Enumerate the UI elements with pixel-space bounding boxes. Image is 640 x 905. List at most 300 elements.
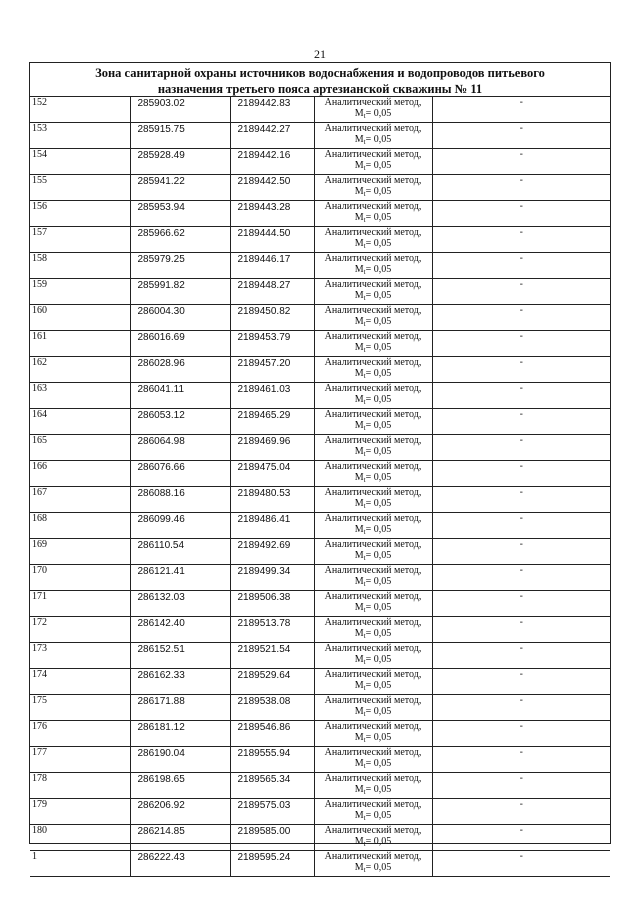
method-cell (314, 617, 432, 643)
accuracy-symbol: M (354, 680, 364, 691)
accuracy-subscript: t (363, 346, 366, 354)
method-label: Аналитический метод, (324, 643, 422, 654)
x-coordinate-cell: 286088.16 (130, 487, 230, 513)
method-accuracy (315, 524, 432, 538)
y-coordinate-cell: 2189475.04 (230, 461, 314, 487)
table-row (30, 565, 610, 591)
method-label: Аналитический метод, (324, 539, 422, 550)
method-cell (314, 825, 432, 851)
point-number-cell: 178 (30, 773, 130, 799)
method-accuracy (315, 134, 432, 148)
accuracy-symbol: M (354, 758, 364, 769)
accuracy-subscript: t (363, 164, 366, 172)
method-accuracy (315, 264, 432, 278)
method-label: Аналитический метод, (324, 149, 422, 160)
method-cell (314, 669, 432, 695)
title-line-2: назначения третьего пояса артезианской скважины № 11 (157, 82, 483, 96)
table-row (30, 617, 610, 643)
point-number-cell: 155 (30, 175, 130, 201)
x-coordinate-cell: 285928.49 (130, 149, 230, 175)
result-cell: - (432, 799, 610, 825)
result-cell: - (432, 97, 610, 123)
y-coordinate-cell: 2189499.34 (230, 565, 314, 591)
accuracy-subscript: t (363, 476, 366, 484)
accuracy-value: = 0,05 (365, 394, 392, 405)
result-cell: - (432, 773, 610, 799)
table-row (30, 149, 610, 175)
method-accuracy (315, 498, 432, 512)
method-label: Аналитический метод, (324, 721, 422, 732)
method-accuracy (315, 654, 432, 668)
y-coordinate-cell: 2189486.41 (230, 513, 314, 539)
result-cell: - (432, 201, 610, 227)
method-label: Аналитический метод, (324, 461, 422, 472)
method-label: Аналитический метод, (324, 513, 422, 524)
table-row (30, 123, 610, 149)
method-accuracy (315, 108, 432, 122)
result-cell: - (432, 305, 610, 331)
result-cell: - (432, 747, 610, 773)
accuracy-subscript: t (363, 814, 366, 822)
accuracy-symbol: M (354, 394, 364, 405)
point-number-cell: 168 (30, 513, 130, 539)
method-label: Аналитический метод, (324, 825, 422, 836)
method-cell (314, 435, 432, 461)
table-row (30, 799, 610, 825)
method-accuracy (315, 576, 432, 590)
accuracy-subscript: t (363, 242, 366, 250)
x-coordinate-cell: 286222.43 (130, 851, 230, 877)
accuracy-value: = 0,05 (365, 134, 392, 145)
result-cell: - (432, 565, 610, 591)
accuracy-subscript: t (363, 632, 366, 640)
accuracy-value: = 0,05 (365, 420, 392, 431)
point-number-cell: 171 (30, 591, 130, 617)
coordinates-table (30, 97, 610, 877)
point-number-cell: 177 (30, 747, 130, 773)
y-coordinate-cell: 2189480.53 (230, 487, 314, 513)
accuracy-symbol: M (354, 290, 364, 301)
table-row (30, 383, 610, 409)
method-accuracy (315, 862, 432, 876)
accuracy-subscript: t (363, 606, 366, 614)
method-cell (314, 539, 432, 565)
y-coordinate-cell: 2189538.08 (230, 695, 314, 721)
y-coordinate-cell: 2189565.34 (230, 773, 314, 799)
method-accuracy (315, 186, 432, 200)
method-accuracy (315, 810, 432, 824)
result-cell: - (432, 643, 610, 669)
x-coordinate-cell: 286016.69 (130, 331, 230, 357)
y-coordinate-cell: 2189595.24 (230, 851, 314, 877)
table-row (30, 851, 610, 877)
accuracy-value: = 0,05 (365, 810, 392, 821)
method-accuracy (315, 342, 432, 356)
accuracy-symbol: M (354, 160, 364, 171)
method-label: Аналитический метод, (324, 591, 422, 602)
accuracy-symbol: M (354, 368, 364, 379)
accuracy-value: = 0,05 (365, 680, 392, 691)
method-cell (314, 331, 432, 357)
x-coordinate-cell: 286110.54 (130, 539, 230, 565)
x-coordinate-cell: 285991.82 (130, 279, 230, 305)
accuracy-subscript: t (363, 658, 366, 666)
y-coordinate-cell: 2189444.50 (230, 227, 314, 253)
point-number-cell: 172 (30, 617, 130, 643)
result-cell: - (432, 409, 610, 435)
result-cell: - (432, 669, 610, 695)
accuracy-subscript: t (363, 112, 366, 120)
accuracy-subscript: t (363, 840, 366, 848)
y-coordinate-cell: 2189453.79 (230, 331, 314, 357)
accuracy-symbol: M (354, 108, 364, 119)
method-cell (314, 591, 432, 617)
result-cell: - (432, 487, 610, 513)
method-accuracy (315, 394, 432, 408)
method-accuracy (315, 420, 432, 434)
point-number-cell: 154 (30, 149, 130, 175)
result-cell: - (432, 539, 610, 565)
accuracy-value: = 0,05 (365, 264, 392, 275)
method-cell (314, 383, 432, 409)
method-label: Аналитический метод, (324, 773, 422, 784)
accuracy-subscript: t (363, 684, 366, 692)
accuracy-subscript: t (363, 736, 366, 744)
method-label: Аналитический метод, (324, 799, 422, 810)
y-coordinate-cell: 2189555.94 (230, 747, 314, 773)
accuracy-symbol: M (354, 784, 364, 795)
method-accuracy (315, 602, 432, 616)
method-accuracy (315, 160, 432, 174)
x-coordinate-cell: 286004.30 (130, 305, 230, 331)
accuracy-value: = 0,05 (365, 732, 392, 743)
x-coordinate-cell: 286041.11 (130, 383, 230, 409)
accuracy-symbol: M (354, 446, 364, 457)
accuracy-subscript: t (363, 866, 366, 874)
x-coordinate-cell: 286190.04 (130, 747, 230, 773)
result-cell: - (432, 825, 610, 851)
y-coordinate-cell: 2189492.69 (230, 539, 314, 565)
point-number-cell: 170 (30, 565, 130, 591)
accuracy-symbol: M (354, 498, 364, 509)
y-coordinate-cell: 2189450.82 (230, 305, 314, 331)
method-cell (314, 279, 432, 305)
method-accuracy (315, 758, 432, 772)
method-label: Аналитический метод, (324, 409, 422, 420)
x-coordinate-cell: 285903.02 (130, 97, 230, 123)
method-label: Аналитический метод, (324, 435, 422, 446)
point-number-cell: 174 (30, 669, 130, 695)
method-label: Аналитический метод, (324, 253, 422, 264)
accuracy-subscript: t (363, 268, 366, 276)
method-cell (314, 149, 432, 175)
accuracy-value: = 0,05 (365, 160, 392, 171)
table-row (30, 279, 610, 305)
method-cell (314, 487, 432, 513)
result-cell: - (432, 253, 610, 279)
table-row (30, 825, 610, 851)
accuracy-symbol: M (354, 186, 364, 197)
x-coordinate-cell: 286132.03 (130, 591, 230, 617)
y-coordinate-cell: 2189469.96 (230, 435, 314, 461)
accuracy-value: = 0,05 (365, 238, 392, 249)
accuracy-value: = 0,05 (365, 472, 392, 483)
document-title (30, 63, 610, 97)
y-coordinate-cell: 2189465.29 (230, 409, 314, 435)
accuracy-value: = 0,05 (365, 550, 392, 561)
method-label: Аналитический метод, (324, 97, 422, 108)
table-row (30, 305, 610, 331)
result-cell: - (432, 175, 610, 201)
y-coordinate-cell: 2189442.83 (230, 97, 314, 123)
accuracy-subscript: t (363, 398, 366, 406)
accuracy-symbol: M (354, 472, 364, 483)
accuracy-symbol: M (354, 212, 364, 223)
accuracy-subscript: t (363, 190, 366, 198)
method-cell (314, 253, 432, 279)
point-number-cell: 163 (30, 383, 130, 409)
y-coordinate-cell: 2189529.64 (230, 669, 314, 695)
method-accuracy (315, 706, 432, 720)
x-coordinate-cell: 286099.46 (130, 513, 230, 539)
method-cell (314, 357, 432, 383)
accuracy-subscript: t (363, 294, 366, 302)
accuracy-symbol: M (354, 134, 364, 145)
accuracy-symbol: M (354, 550, 364, 561)
y-coordinate-cell: 2189461.03 (230, 383, 314, 409)
method-label: Аналитический метод, (324, 747, 422, 758)
point-number-cell: 169 (30, 539, 130, 565)
method-accuracy (315, 316, 432, 330)
point-number-cell: 167 (30, 487, 130, 513)
x-coordinate-cell: 286028.96 (130, 357, 230, 383)
point-number-cell: 161 (30, 331, 130, 357)
table-row (30, 357, 610, 383)
accuracy-value: = 0,05 (365, 498, 392, 509)
accuracy-symbol: M (354, 602, 364, 613)
table-row (30, 643, 610, 669)
table-row (30, 97, 610, 123)
coordinates-table-body (30, 97, 610, 877)
accuracy-symbol: M (354, 862, 364, 873)
x-coordinate-cell: 286181.12 (130, 721, 230, 747)
table-row (30, 227, 610, 253)
x-coordinate-cell: 286214.85 (130, 825, 230, 851)
accuracy-symbol: M (354, 342, 364, 353)
method-cell (314, 123, 432, 149)
x-coordinate-cell: 286206.92 (130, 799, 230, 825)
table-row (30, 747, 610, 773)
accuracy-value: = 0,05 (365, 758, 392, 769)
result-cell: - (432, 279, 610, 305)
accuracy-subscript: t (363, 554, 366, 562)
method-cell (314, 227, 432, 253)
result-cell: - (432, 149, 610, 175)
result-cell: - (432, 851, 610, 877)
document-frame (29, 62, 611, 874)
method-accuracy (315, 290, 432, 304)
result-cell: - (432, 721, 610, 747)
point-number-cell: 1 (30, 851, 130, 877)
accuracy-subscript: t (363, 580, 366, 588)
table-row (30, 513, 610, 539)
accuracy-value: = 0,05 (365, 602, 392, 613)
point-number-cell: 179 (30, 799, 130, 825)
method-accuracy (315, 732, 432, 746)
accuracy-value: = 0,05 (365, 290, 392, 301)
y-coordinate-cell: 2189506.38 (230, 591, 314, 617)
result-cell: - (432, 227, 610, 253)
method-label: Аналитический метод, (324, 331, 422, 342)
accuracy-value: = 0,05 (365, 628, 392, 639)
table-row (30, 331, 610, 357)
result-cell: - (432, 123, 610, 149)
accuracy-subscript: t (363, 502, 366, 510)
accuracy-value: = 0,05 (365, 316, 392, 327)
result-cell: - (432, 617, 610, 643)
method-accuracy (315, 680, 432, 694)
accuracy-symbol: M (354, 628, 364, 639)
x-coordinate-cell: 285915.75 (130, 123, 230, 149)
table-row (30, 591, 610, 617)
method-label: Аналитический метод, (324, 201, 422, 212)
point-number-cell: 156 (30, 201, 130, 227)
method-cell (314, 851, 432, 877)
accuracy-value: = 0,05 (365, 524, 392, 535)
x-coordinate-cell: 285979.25 (130, 253, 230, 279)
y-coordinate-cell: 2189443.28 (230, 201, 314, 227)
point-number-cell: 159 (30, 279, 130, 305)
table-row (30, 253, 610, 279)
accuracy-symbol: M (354, 836, 364, 847)
table-row (30, 669, 610, 695)
accuracy-symbol: M (354, 316, 364, 327)
method-label: Аналитический метод, (324, 123, 422, 134)
method-label: Аналитический метод, (324, 383, 422, 394)
method-cell (314, 513, 432, 539)
accuracy-subscript: t (363, 788, 366, 796)
accuracy-subscript: t (363, 372, 366, 380)
x-coordinate-cell: 285953.94 (130, 201, 230, 227)
method-label: Аналитический метод, (324, 487, 422, 498)
accuracy-value: = 0,05 (365, 784, 392, 795)
accuracy-symbol: M (354, 420, 364, 431)
accuracy-subscript: t (363, 320, 366, 328)
method-accuracy (315, 472, 432, 486)
point-number-cell: 180 (30, 825, 130, 851)
accuracy-value: = 0,05 (365, 212, 392, 223)
accuracy-symbol: M (354, 706, 364, 717)
method-cell (314, 799, 432, 825)
point-number-cell: 166 (30, 461, 130, 487)
x-coordinate-cell: 286076.66 (130, 461, 230, 487)
accuracy-subscript: t (363, 424, 366, 432)
method-accuracy (315, 238, 432, 252)
method-accuracy (315, 784, 432, 798)
method-cell (314, 201, 432, 227)
result-cell: - (432, 331, 610, 357)
method-cell (314, 461, 432, 487)
result-cell: - (432, 695, 610, 721)
method-cell (314, 305, 432, 331)
x-coordinate-cell: 286152.51 (130, 643, 230, 669)
accuracy-value: = 0,05 (365, 706, 392, 717)
y-coordinate-cell: 2189521.54 (230, 643, 314, 669)
table-row (30, 487, 610, 513)
accuracy-value: = 0,05 (365, 342, 392, 353)
method-label: Аналитический метод, (324, 305, 422, 316)
method-accuracy (315, 550, 432, 564)
y-coordinate-cell: 2189546.86 (230, 721, 314, 747)
accuracy-symbol: M (354, 524, 364, 535)
table-row (30, 409, 610, 435)
accuracy-value: = 0,05 (365, 836, 392, 847)
y-coordinate-cell: 2189442.50 (230, 175, 314, 201)
accuracy-symbol: M (354, 810, 364, 821)
method-cell (314, 409, 432, 435)
x-coordinate-cell: 286121.41 (130, 565, 230, 591)
y-coordinate-cell: 2189446.17 (230, 253, 314, 279)
accuracy-value: = 0,05 (365, 108, 392, 119)
y-coordinate-cell: 2189585.00 (230, 825, 314, 851)
method-accuracy (315, 628, 432, 642)
accuracy-value: = 0,05 (365, 368, 392, 379)
x-coordinate-cell: 285966.62 (130, 227, 230, 253)
point-number-cell: 165 (30, 435, 130, 461)
result-cell: - (432, 435, 610, 461)
method-label: Аналитический метод, (324, 175, 422, 186)
method-cell (314, 695, 432, 721)
x-coordinate-cell: 286142.40 (130, 617, 230, 643)
x-coordinate-cell: 286198.65 (130, 773, 230, 799)
table-row (30, 435, 610, 461)
y-coordinate-cell: 2189457.20 (230, 357, 314, 383)
method-label: Аналитический метод, (324, 227, 422, 238)
accuracy-value: = 0,05 (365, 654, 392, 665)
table-row (30, 175, 610, 201)
accuracy-symbol: M (354, 238, 364, 249)
x-coordinate-cell: 286064.98 (130, 435, 230, 461)
accuracy-symbol: M (354, 654, 364, 665)
method-cell (314, 643, 432, 669)
point-number-cell: 164 (30, 409, 130, 435)
point-number-cell: 152 (30, 97, 130, 123)
point-number-cell: 162 (30, 357, 130, 383)
point-number-cell: 160 (30, 305, 130, 331)
method-label: Аналитический метод, (324, 279, 422, 290)
x-coordinate-cell: 286162.33 (130, 669, 230, 695)
point-number-cell: 157 (30, 227, 130, 253)
method-label: Аналитический метод, (324, 695, 422, 706)
accuracy-symbol: M (354, 264, 364, 275)
y-coordinate-cell: 2189513.78 (230, 617, 314, 643)
point-number-cell: 158 (30, 253, 130, 279)
x-coordinate-cell: 286053.12 (130, 409, 230, 435)
result-cell: - (432, 591, 610, 617)
table-row (30, 695, 610, 721)
y-coordinate-cell: 2189442.16 (230, 149, 314, 175)
x-coordinate-cell: 285941.22 (130, 175, 230, 201)
result-cell: - (432, 513, 610, 539)
method-accuracy (315, 446, 432, 460)
accuracy-subscript: t (363, 710, 366, 718)
table-row (30, 461, 610, 487)
accuracy-subscript: t (363, 528, 366, 536)
point-number-cell: 176 (30, 721, 130, 747)
result-cell: - (432, 383, 610, 409)
table-row (30, 773, 610, 799)
accuracy-subscript: t (363, 762, 366, 770)
